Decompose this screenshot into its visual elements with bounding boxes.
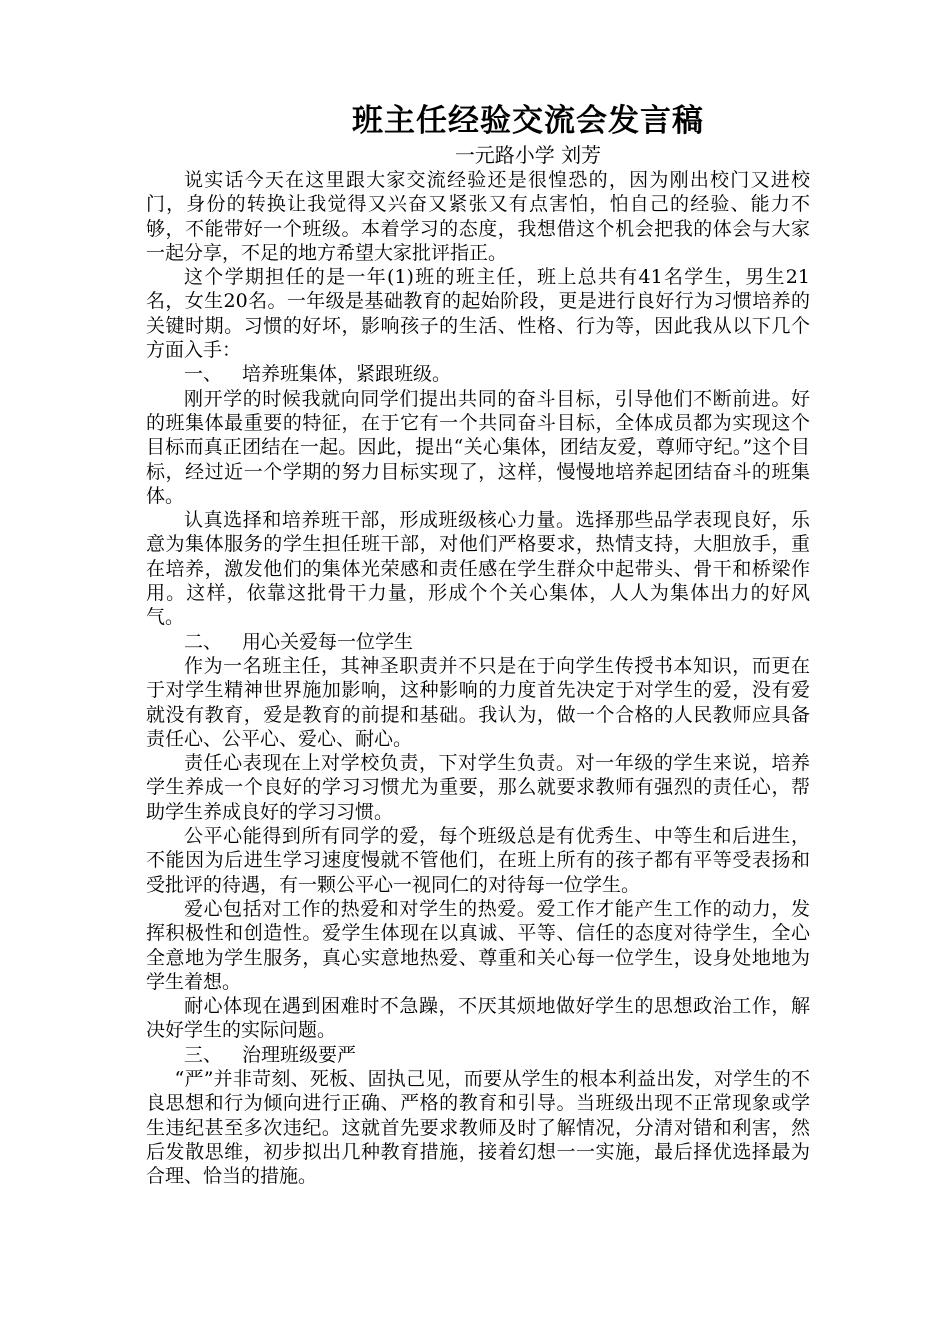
paragraph: 爱心包括对工作的热爱和对学生的热爱。爱工作才能产生工作的动力，发挥积极性和创造性。爱学生体现在以真诚、平等、信任的态度对待学生，全心全意地为学生服务，真心实意地热爱、尊重和关心每一位学生，设身处地地为学生着想。 <box>146 897 810 993</box>
document-author: 一元路小学 刘芳 <box>454 143 602 167</box>
section-heading <box>146 630 810 654</box>
section-heading-text: 培养班集体，紧跟班级。 <box>242 363 452 386</box>
document-page <box>146 100 810 1188</box>
section-heading-text: 用心关爱每一位学生 <box>242 630 414 653</box>
section-number: 三、 <box>184 1043 223 1066</box>
section-heading <box>146 1043 810 1067</box>
paragraph: 耐心体现在遇到困难时不急躁，不厌其烦地做好学生的思想政治工作，解决好学生的实际问题。 <box>146 995 810 1042</box>
paragraph: 说实话今天在这里跟大家交流经验还是很惶恐的，因为刚出校门又进校门，身份的转换让我觉得又兴奋又紧张又有点害怕，怕自己的经验、能力不够，不能带好一个班级。本着学习的态度，我想借这个机会把我的体会与大家一起分享，不足的地方希望大家批评指正。 <box>146 169 810 264</box>
section-number: 二、 <box>184 630 223 653</box>
paragraph: 公平心能得到所有同学的爱，每个班级总是有优秀生、中等生和后进生，不能因为后进生学习速度慢就不管他们，在班上所有的孩子都有平等受表扬和受批评的待遇，有一颗公平心一视同仁的对待每一位学生。 <box>146 825 810 896</box>
paragraph: 作为一名班主任，其神圣职责并不只是在于向学生传授书本知识，而更在于对学生精神世界施加影响，这种影响的力度首先决定于对学生的爱，没有爱就没有教育，爱是教育的前提和基础。我认为，做一个合格的人民教师应具备责任心、公平心、爱心、耐心。 <box>146 654 810 750</box>
paragraph: 刚开学的时候我就向同学们提出共同的奋斗目标，引导他们不断前进。好的班集体最重要的特征，在于它有一个共同奋斗目标，全体成员都为实现这个目标而真正团结在一起。因此，提出“关心集体，团结友爱，尊师守纪。”这个目标，经过近一个学期的努力目标实现了，这样，慢慢地培养起团结奋斗的班集体。 <box>146 387 810 507</box>
section-number: 一、 <box>184 363 223 386</box>
section-heading <box>146 362 810 386</box>
document-title: 班主任经验交流会发言稿 <box>352 103 704 139</box>
section-heading-text: 治理班级要严 <box>242 1043 357 1066</box>
paragraph: 这个学期担任的是一年(1)班的班主任，班上总共有41名学生，男生21名，女生20名。一年级是基础教育的起始阶段，更是进行良好行为习惯培养的关键时期。习惯的好坏，影响孩子的生活、性格、行为等，因此我从以下几个方面入手： <box>146 266 810 362</box>
paragraph: 责任心表现在上对学校负责，下对学生负责。对一年级的学生来说，培养学生养成一个良好的学习习惯尤为重要，那么就要求教师有强烈的责任心，帮助学生养成良好的学习习惯。 <box>146 752 810 823</box>
paragraph: 认真选择和培养班干部，形成班级核心力量。选择那些品学表现良好，乐意为集体服务的学生担任班干部，对他们严格要求，热情支持，大胆放手，重在培养，激发他们的集体光荣感和责任感在学生群众中起带头、骨干和桥梁作用。这样，依靠这批骨干力量，形成个个关心集体，人人为集体出力的好风气。 <box>146 509 810 629</box>
paragraph: “严”并非苛刻、死板、固执己见，而要从学生的根本利益出发，对学生的不良思想和行为倾向进行正确、严格的教育和引导。当班级出现不正常现象或学生违纪甚至多次违纪。这就首先要求教师及时了解情况，分清对错和利害，然后发散思维，初步拟出几种教育措施，接着幻想一一实施，最后择优选择最为合理、恰当的措施。 <box>146 1067 810 1188</box>
